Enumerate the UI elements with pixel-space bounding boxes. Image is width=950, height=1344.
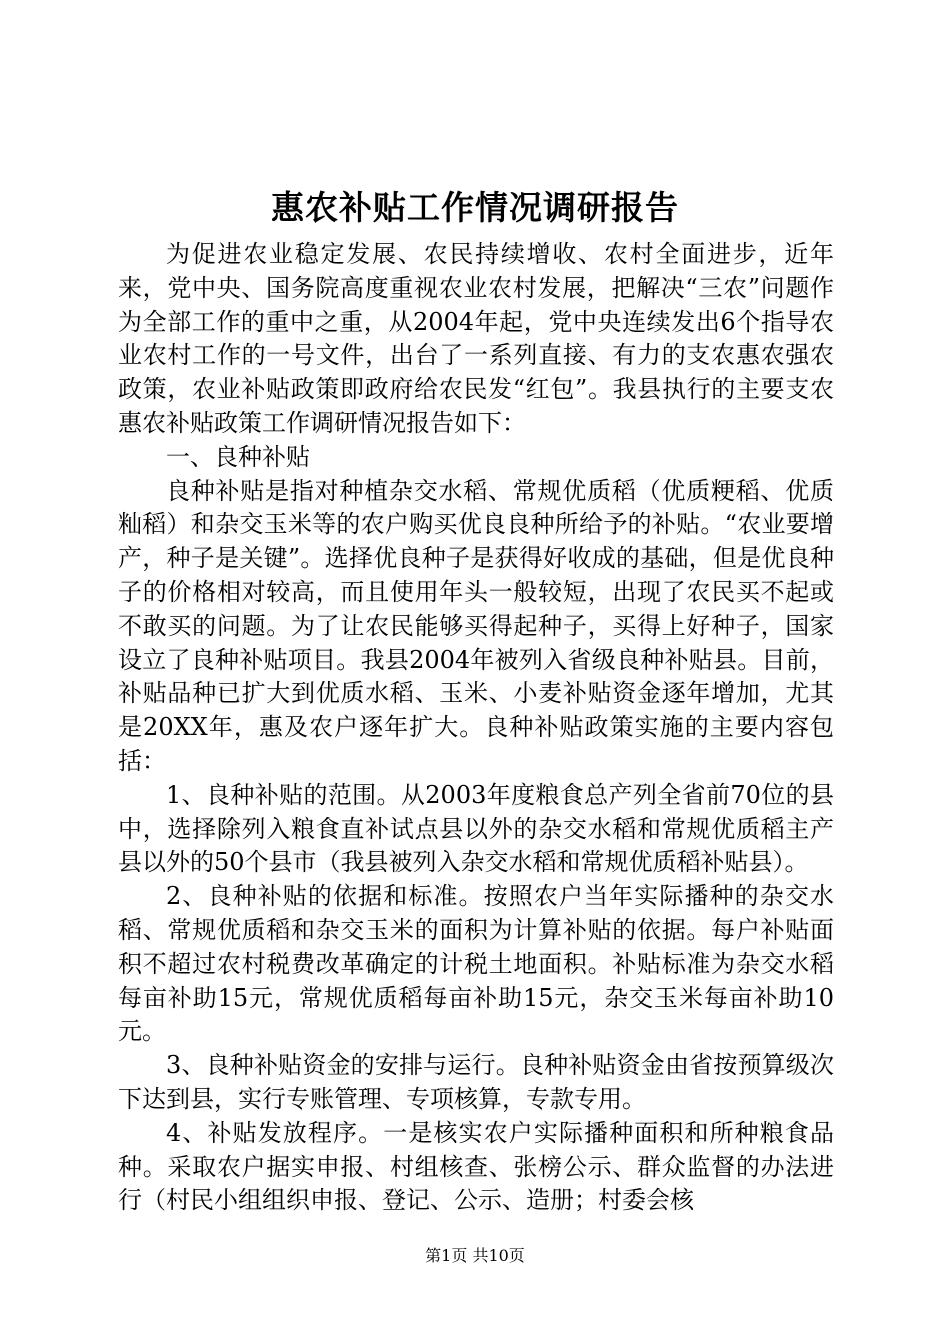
page-footer: 第1页 共10页 — [425, 1246, 525, 1265]
document-body — [118, 238, 834, 1218]
document-title: 惠农补贴工作情况调研报告 — [271, 188, 679, 227]
paragraph-item-3: 3、良种补贴资金的安排与运行。良种补贴资金由省按预算级次下达到县，实行专账管理、专项核算，专款专用。 — [118, 1051, 834, 1113]
paragraph-intro: 为促进农业稳定发展、农民持续增收、农村全面进步，近年来，党中央、国务院高度重视农业农村发展，把解决“三农”问题作为全部工作的重中之重，从2004年起，党中央连续发出6个指导农业农村工作的一号文件，出台了一系列直接、有力的支农惠农强农政策，农业补贴政策即政府给农民发“红包”。我县执行的主要支农惠农补贴政策工作调研情况报告如下： — [118, 240, 834, 437]
paragraph-item-2: 2、良种补贴的依据和标准。按照农户当年实际播种的杂交水稻、常规优质稻和杂交玉米的面积为计算补贴的依据。每户补贴面积不超过农村税费改革确定的计税土地面积。补贴标准为杂交水稻每亩补助15元，常规优质稻每亩补助15元，杂交玉米每亩补助10元。 — [118, 882, 834, 1046]
paragraph-item-4: 4、补贴发放程序。一是核实农户实际播种面积和所种粮食品种。采取农户据实申报、村组核查、张榜公示、群众监督的办法进行（村民小组组织申报、登记、公示、造册；村委会核 — [118, 1118, 834, 1215]
paragraph-seed-subsidy: 良种补贴是指对种植杂交水稻、常规优质稻（优质粳稻、优质籼稻）和杂交玉米等的农户购买优良良种所给予的补贴。“农业要增产，种子是关键”。选择优良种子是获得好收成的基础，但是优良种子的价格相对较高，而且使用年头一般较短，出现了农民买不起或不敢买的问题。为了让农民能够买得起种子，买得上好种子，国家设立了良种补贴项目。我县2004年被列入省级良种补贴县。目前，补贴品种已扩大到优质水稻、玉米、小麦补贴资金逐年增加，尤其是20XX年，惠及农户逐年扩大。良种补贴政策实施的主要内容包括： — [118, 476, 834, 775]
section-heading-seed-subsidy: 一、良种补贴 — [166, 442, 310, 471]
paragraph-item-1: 1、良种补贴的范围。从2003年度粮食总产列全省前70位的县中，选择除列入粮食直补试点县以外的杂交水稻和常规优质稻主产县以外的50个县市（我县被列入杂交水稻和常规优质稻补贴县）。 — [118, 780, 834, 877]
